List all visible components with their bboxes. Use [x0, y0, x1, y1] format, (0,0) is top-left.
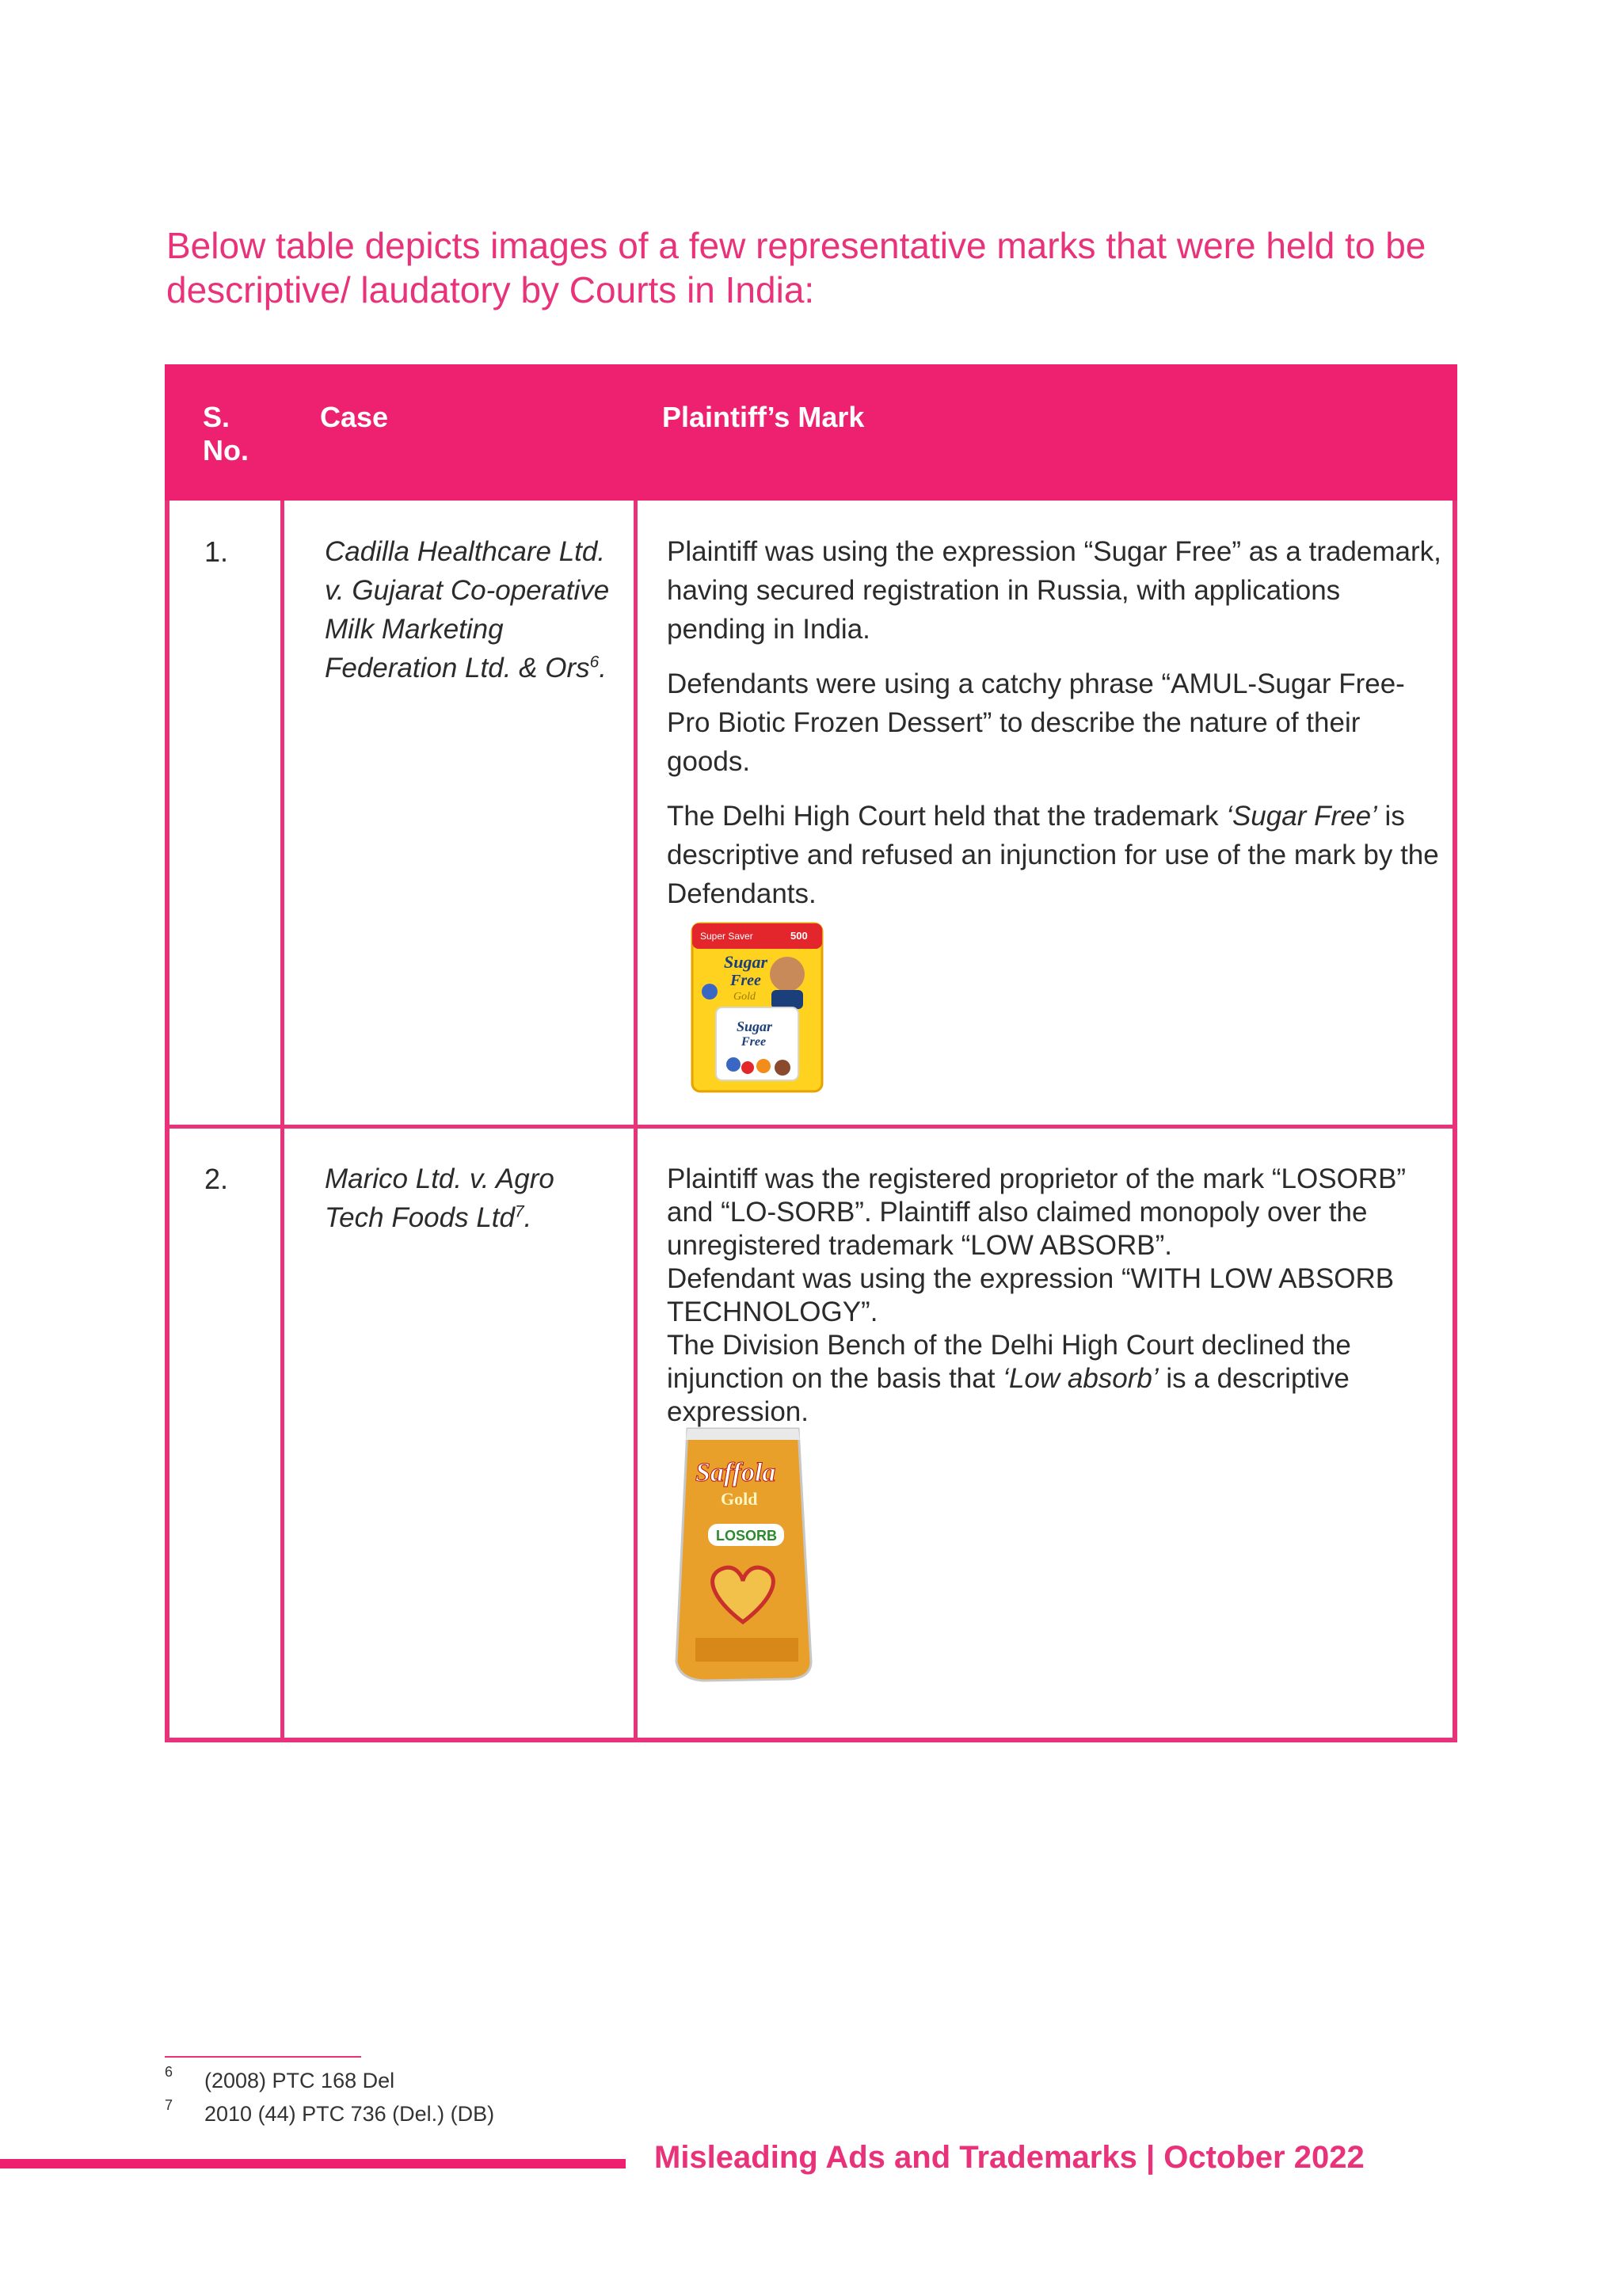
row1-para1: Plaintiff was using the expression “Sugar Free” as a trademark, having secured registration in Russia, with applications pending in India. [667, 536, 1441, 645]
element [695, 1638, 798, 1662]
pack-top-badge: Super Saver [700, 931, 753, 942]
pack-count: 500 [790, 930, 808, 942]
table-body [165, 501, 1457, 1742]
pouch-sub: LOSORB [716, 1528, 778, 1544]
row1-para2: Defendants were using a catchy phrase “AMUL-Sugar Free-Pro Biotic Frozen Dessert” to describe the nature of their goods. [667, 668, 1405, 777]
row1-para3 [667, 797, 1443, 913]
element [775, 1060, 790, 1076]
element: Sugar [737, 1019, 773, 1034]
pack-variant: Gold [733, 991, 756, 1003]
footnote-rule [165, 2056, 361, 2058]
saffola-product-image [664, 1424, 838, 1685]
row1-sno: 1. [204, 535, 229, 568]
text: The Division Bench of the Delhi High Court declined the injunction on the basis that [667, 1330, 1351, 1394]
pouch-brand: Saffola [695, 1458, 776, 1487]
pack-brand-1: Sugar [724, 952, 768, 972]
pouch-variant: Gold [721, 1489, 758, 1509]
table-header [165, 364, 1457, 501]
footnote-text: 2010 (44) PTC 736 (Del.) (DB) [204, 2102, 495, 2126]
row1-case-name: Cadilla Healthcare Ltd. v. Gujarat Co-operative Milk Marketing Federation Ltd. & Ors [325, 536, 610, 683]
row2-para2: Defendant was using the expression “WITH LOW ABSORB TECHNOLOGY”. [667, 1263, 1395, 1327]
row2-case [325, 1159, 618, 1237]
text: is a descriptive expression. [667, 1363, 1350, 1427]
emphasis: ‘Low absorb’ [1003, 1363, 1159, 1394]
row2-case-name: Marico Ltd. v. Agro Tech Foods Ltd [325, 1163, 554, 1233]
element [756, 1059, 771, 1073]
case-end: . [524, 1202, 532, 1233]
case-end: . [599, 653, 607, 683]
element [726, 1057, 741, 1072]
footer-bar [0, 2159, 626, 2168]
element [771, 990, 803, 1009]
pack-person-graphic [770, 957, 805, 992]
footnote-number: 6 [165, 2064, 173, 2080]
text: The Delhi High Court held that the trademark [667, 801, 1227, 832]
row2-para3 [667, 1329, 1443, 1429]
element [741, 1061, 754, 1074]
header-mark: Plaintiff’s Mark [662, 401, 865, 433]
marks-table [165, 364, 1457, 1742]
footnote-ref[interactable]: 6 [589, 653, 600, 672]
text: is descriptive and refused an injunction for use of the mark by the Defendants. [667, 801, 1439, 909]
column-divider [280, 501, 284, 1738]
sugar-free-product-image [686, 920, 828, 1096]
footnote-ref[interactable]: 7 [514, 1202, 524, 1221]
footnote-number: 7 [165, 2097, 173, 2113]
footer-title: Misleading Ads and Trademarks | October 2022 [654, 2140, 1365, 2175]
footnote-text: (2008) PTC 168 Del [204, 2069, 395, 2092]
pack-brand-2: Free [730, 972, 761, 989]
element [702, 984, 718, 1000]
emphasis: ‘Sugar Free’ [1226, 801, 1377, 832]
header-sno: S. No. [203, 401, 249, 466]
row1-mark [667, 532, 1443, 929]
row2-para1: Plaintiff was the registered proprietor of the mark “LOSORB” and “LO-SORB”. Plaintiff also claimed monopoly over the unregistered trademark “LOW ABSORB”. [667, 1163, 1407, 1261]
element [686, 1429, 800, 1440]
row2-mark [667, 1163, 1443, 1429]
column-divider [634, 501, 638, 1738]
row-divider [169, 1125, 1453, 1129]
row2-sno: 2. [204, 1163, 229, 1195]
element: Free [741, 1035, 767, 1049]
intro-text: Below table depicts images of a few representative marks that were held to be descriptive/ laudatory by Courts in India: [166, 225, 1426, 310]
row1-case [325, 532, 618, 687]
header-case: Case [320, 401, 389, 433]
